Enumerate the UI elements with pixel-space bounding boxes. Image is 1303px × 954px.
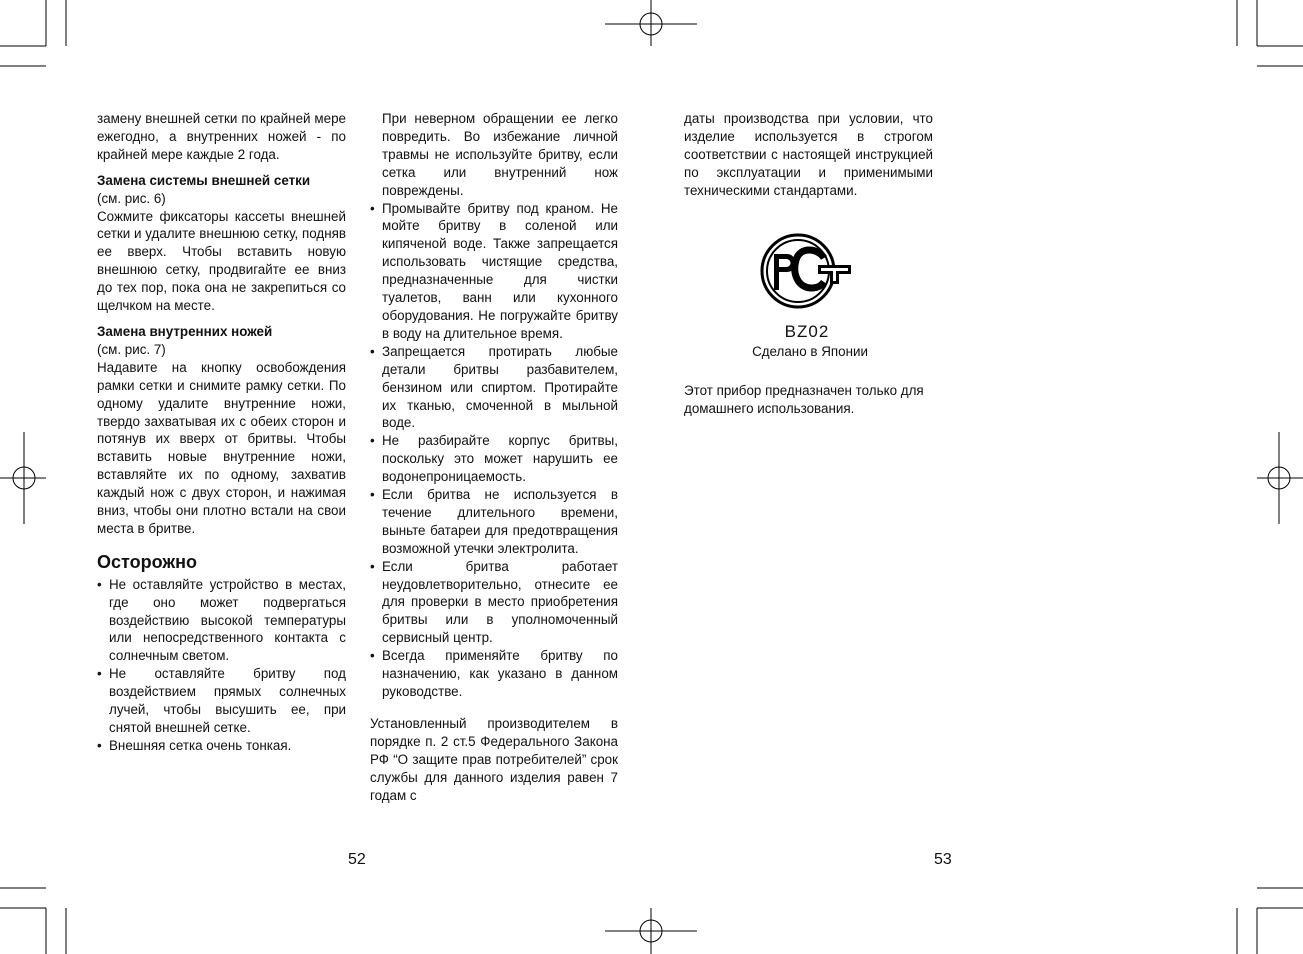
caution-list-continued bbox=[370, 200, 618, 701]
intro-text: замену внешней сетки по крайней мере ежегодно, а внутренних ножей - по крайней мере каждые 2 года. bbox=[97, 111, 346, 162]
made-in-japan: Сделано в Японии bbox=[752, 344, 868, 359]
list-item: • Внешняя сетка очень тонкая. bbox=[97, 737, 346, 755]
section-ref-fig6: (см. рис. 6) bbox=[97, 190, 166, 206]
caution-list bbox=[97, 576, 346, 755]
page-number-left: 52 bbox=[348, 851, 366, 868]
list-item: • Запрещается протирать любые детали бритвы разбавителем, бензином или спиртом. Протирайте их тканью, смоченной в мыльной воде. bbox=[370, 343, 618, 433]
section-title-inner-blades: Замена внутренних ножей bbox=[97, 323, 273, 339]
list-item: • Не оставляйте устройство в местах, где оно может подвергаться воздействию высокой температуры или непосредственного контакта с солнечным светом. bbox=[97, 576, 346, 666]
right-page-column bbox=[684, 110, 933, 200]
list-item: • Если бритва работает неудовлетворительно, отнесите ее для проверки в место приобретения бритвы или в уполномоченный сервисный центр. bbox=[370, 558, 618, 648]
section-text-inner-blades: Надавите на кнопку освобождения рамки сетки и снимите рамку сетки. По одному удалите внутренние ножи, твердо захватывая их с обеих сторон и потянув их вверх от бритвы. Чтобы вставить новые внутренние ножи, вставляйте их по одному, захватив каждый нож с двух сторон, и нажимая вниз, чтобы они плотно встали на свои места в бритве. bbox=[97, 359, 346, 536]
left-page-column-1 bbox=[97, 110, 346, 755]
model-number: BZ02 bbox=[784, 322, 830, 341]
caution-continuation: При неверном обращении ее легко повредить. Во избежание личной травмы не используйте бритву, если сетка или внутренний нож повреждены. bbox=[382, 111, 618, 198]
section-ref-fig7: (см. рис. 7) bbox=[97, 341, 166, 357]
list-item: • Не оставляйте бритву под воздействием прямых солнечных лучей, чтобы высушить ее, при снятой внешней сетке. bbox=[97, 665, 346, 737]
pct-certification-mark-icon bbox=[760, 232, 854, 312]
section-text-outer-foil: Сожмите фиксаторы кассеты внешней сетки и удалите внешнюю сетку, подняв ее вверх. Чтобы вставить новую внешнюю сетку, продвигайте ее вниз до тех пор, пока она не закрепиться со щелчком на месте. bbox=[97, 208, 346, 314]
caution-heading: Осторожно bbox=[97, 551, 197, 572]
household-use-note bbox=[684, 382, 933, 418]
left-page-column-2 bbox=[370, 110, 618, 804]
list-item: • Всегда применяйте бритву по назначению, как указано в данном руководстве. bbox=[370, 647, 618, 701]
list-item: • Если бритва не используется в течение длительного времени, выньте батареи для предотвращения возможной утечки электролита. bbox=[370, 486, 618, 558]
household-text: Этот прибор предназначен только для домашнего использования. bbox=[684, 383, 924, 416]
list-item: • Промывайте бритву под краном. Не мойте бритву в соленой или кипяченой воде. Также запрещается использовать чистящие средства, предназначенные для чистки туалетов, ванн или кухонного оборудования. Не погружайте бритву в воду на длительное время. bbox=[370, 200, 618, 343]
page-number-right: 53 bbox=[934, 851, 952, 868]
list-item: • Не разбирайте корпус бритвы, поскольку это может нарушить ее водонепроницаемость. bbox=[370, 432, 618, 486]
section-title-outer-foil: Замена системы внешней сетки bbox=[97, 172, 311, 188]
service-life-continuation: даты производства при условии, что изделие используется в строгом соответствии с настоящей инструкцией по эксплуатации и применимыми техническими стандартами. bbox=[684, 111, 933, 198]
service-life-text: Установленный производителем в порядке п. 2 ст.5 Федерального Закона РФ “О защите прав потребителей” срок службы для данного изделия равен 7 годам с bbox=[370, 715, 618, 803]
